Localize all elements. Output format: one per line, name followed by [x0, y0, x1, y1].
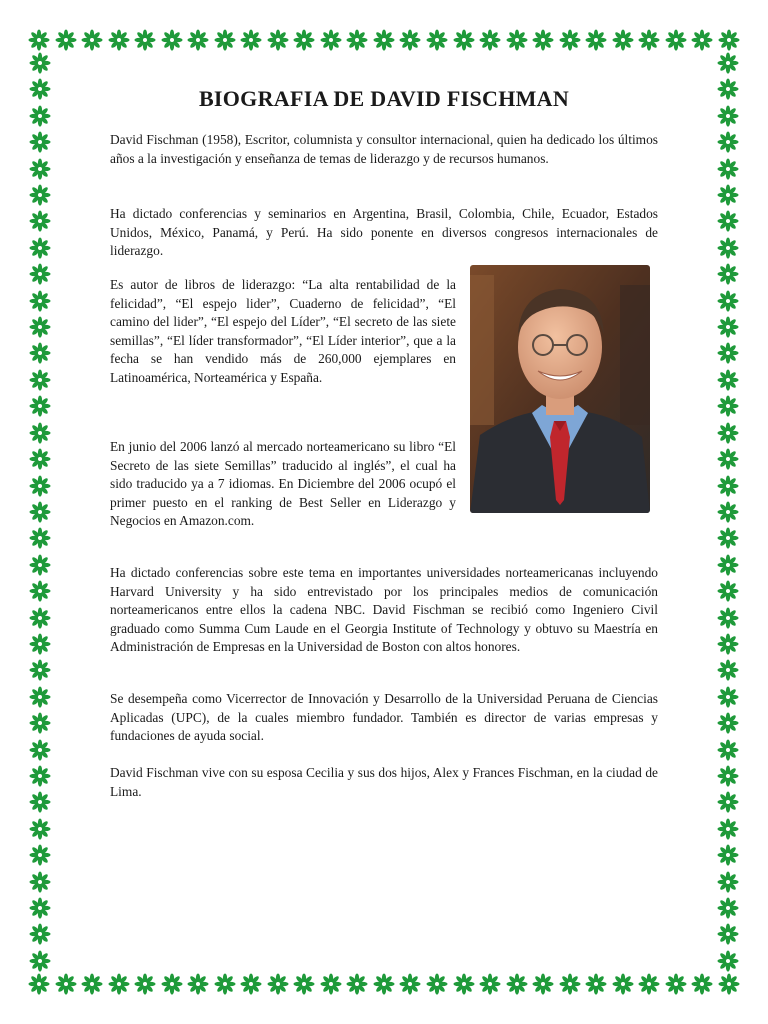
border-flower-icon [665, 973, 687, 995]
border-flower-icon [29, 923, 51, 945]
border-flower-icon [29, 52, 51, 74]
border-flower-icon [717, 158, 739, 180]
border-flower-icon [29, 527, 51, 549]
border-flower-icon [267, 29, 289, 51]
border-flower-icon [506, 29, 528, 51]
border-flower-icon [108, 29, 130, 51]
border-flower-icon [29, 448, 51, 470]
border-flower-icon [29, 131, 51, 153]
border-flower-icon [29, 263, 51, 285]
border-flower-icon [346, 973, 368, 995]
border-flower-icon [29, 554, 51, 576]
paragraph-family: David Fischman vive con su esposa Cecilia y sus dos hijos, Alex y Frances Fischman, en la ciudad de Lima. [110, 765, 658, 799]
border-flower-icon [267, 973, 289, 995]
border-flower-icon [717, 527, 739, 549]
border-flower-icon [717, 448, 739, 470]
border-left [28, 52, 52, 972]
border-flower-icon [638, 29, 660, 51]
border-flower-icon [717, 237, 739, 259]
border-flower-icon [532, 29, 554, 51]
border-flower-icon [399, 973, 421, 995]
border-flower-icon [29, 739, 51, 761]
border-flower-icon [717, 580, 739, 602]
border-flower-icon [717, 210, 739, 232]
border-flower-icon [29, 237, 51, 259]
border-flower-icon [29, 844, 51, 866]
border-flower-icon [161, 973, 183, 995]
border-flower-icon [29, 105, 51, 127]
border-flower-icon [134, 29, 156, 51]
border-flower-icon [108, 973, 130, 995]
border-flower-icon [29, 765, 51, 787]
border-flower-icon [717, 184, 739, 206]
border-flower-icon [717, 290, 739, 312]
border-flower-icon [29, 501, 51, 523]
border-flower-icon [426, 29, 448, 51]
border-flower-icon [240, 973, 262, 995]
border-flower-icon [718, 973, 740, 995]
border-flower-icon [717, 105, 739, 127]
border-flower-icon [187, 973, 209, 995]
border-flower-icon [29, 422, 51, 444]
border-flower-icon [29, 290, 51, 312]
border-flower-icon [399, 29, 421, 51]
border-flower-icon [717, 422, 739, 444]
border-flower-icon [29, 580, 51, 602]
border-flower-icon [717, 659, 739, 681]
border-flower-icon [346, 29, 368, 51]
border-right [716, 52, 740, 972]
border-flower-icon [718, 29, 740, 51]
border-flower-icon [717, 871, 739, 893]
paragraph-books: Es autor de libros de liderazgo: “La alta rentabilidad de la felicidad”, “El espejo lider”, Cuaderno de felicidad”, “El camino del lider”, “El espejo del Líder”, “El secreto de las siete semillas”, “El líder transformador”, “El Líder interior”, que a la fecha se han vendido más de 260,000 ejemplares en Latinoamérica, Norteamérica y España. [110, 277, 456, 385]
border-bottom [28, 972, 740, 996]
border-flower-icon [717, 554, 739, 576]
border-flower-icon [29, 475, 51, 497]
border-flower-icon [373, 973, 395, 995]
border-flower-icon [293, 973, 315, 995]
border-flower-icon [717, 501, 739, 523]
portrait-photo [470, 265, 650, 513]
border-flower-icon [29, 78, 51, 100]
border-flower-icon [29, 369, 51, 391]
border-flower-icon [638, 973, 660, 995]
border-flower-icon [320, 973, 342, 995]
border-flower-icon [28, 973, 50, 995]
border-flower-icon [717, 844, 739, 866]
border-flower-icon [717, 923, 739, 945]
border-flower-icon [214, 973, 236, 995]
border-flower-icon [717, 950, 739, 972]
border-flower-icon [479, 29, 501, 51]
border-flower-icon [612, 973, 634, 995]
border-flower-icon [717, 686, 739, 708]
border-flower-icon [29, 316, 51, 338]
border-flower-icon [479, 973, 501, 995]
border-flower-icon [29, 395, 51, 417]
border-flower-icon [585, 973, 607, 995]
border-flower-icon [373, 29, 395, 51]
border-flower-icon [29, 871, 51, 893]
border-flower-icon [717, 791, 739, 813]
border-flower-icon [717, 818, 739, 840]
border-flower-icon [134, 973, 156, 995]
border-flower-icon [717, 739, 739, 761]
border-flower-icon [320, 29, 342, 51]
border-flower-icon [55, 29, 77, 51]
paragraph-seven-seeds: En junio del 2006 lanzó al mercado norteamericano su libro “El Secreto de las siete Semillas” traducido al inglés”, el cual ha sido traducido ya a 7 idiomas. En Diciembre del 2006 ocupó el primer puesto en el ranking de Best Seller en Liderazgo y Negocios en Amazon.com. [110, 439, 456, 528]
border-flower-icon [717, 369, 739, 391]
border-flower-icon [187, 29, 209, 51]
border-flower-icon [28, 29, 50, 51]
border-flower-icon [717, 395, 739, 417]
border-flower-icon [240, 29, 262, 51]
paragraph-universities: Ha dictado conferencias sobre este tema en importantes universidades norteamericanas incluyendo Harvard University y ha sido entrevistado por los principales medios de comunicación norteamericanos entre ellos la cadena NBC. David Fischman se recibió como Ingeniero Civil graduado como Summa Cum Laude en el Georgia Institute of Technology y obtuvo su Maestría en Administración de Empresas en la Universidad de Boston con altos honores. [110, 565, 658, 654]
paragraph-intro: David Fischman (1958), Escritor, columnista y consultor internacional, quien ha dedicado los últimos años a la investigación y enseñanza de temas de liderazgo y de recursos humanos. [110, 132, 658, 166]
border-flower-icon [81, 29, 103, 51]
paragraph-conferences: Ha dictado conferencias y seminarios en Argentina, Brasil, Colombia, Chile, Ecuador, Estados Unidos, México, Panamá, y Perú. Ha sido ponente en diversos congresos internacionales de liderazgo. [110, 206, 658, 258]
border-flower-icon [29, 342, 51, 364]
border-flower-icon [29, 633, 51, 655]
border-flower-icon [559, 973, 581, 995]
border-flower-icon [29, 950, 51, 972]
border-flower-icon [717, 765, 739, 787]
border-flower-icon [506, 973, 528, 995]
border-flower-icon [717, 78, 739, 100]
border-flower-icon [426, 973, 448, 995]
border-flower-icon [717, 475, 739, 497]
border-top [28, 28, 740, 52]
border-flower-icon [717, 897, 739, 919]
border-flower-icon [29, 210, 51, 232]
border-flower-icon [161, 29, 183, 51]
border-flower-icon [29, 791, 51, 813]
border-flower-icon [691, 973, 713, 995]
border-flower-icon [55, 973, 77, 995]
border-flower-icon [29, 184, 51, 206]
border-flower-icon [453, 973, 475, 995]
border-flower-icon [717, 342, 739, 364]
border-flower-icon [717, 607, 739, 629]
border-flower-icon [453, 29, 475, 51]
border-flower-icon [214, 29, 236, 51]
border-flower-icon [717, 712, 739, 734]
border-flower-icon [717, 633, 739, 655]
page-title: BIOGRAFIA DE DAVID FISCHMAN [198, 86, 570, 111]
border-flower-icon [293, 29, 315, 51]
border-flower-icon [29, 818, 51, 840]
border-flower-icon [717, 263, 739, 285]
border-flower-icon [717, 131, 739, 153]
border-flower-icon [717, 52, 739, 74]
border-flower-icon [612, 29, 634, 51]
border-flower-icon [81, 973, 103, 995]
border-flower-icon [559, 29, 581, 51]
border-flower-icon [29, 712, 51, 734]
border-flower-icon [29, 686, 51, 708]
border-flower-icon [29, 659, 51, 681]
border-flower-icon [29, 158, 51, 180]
paragraph-upc: Se desempeña como Vicerrector de Innovación y Desarrollo de la Universidad Peruana de Ciencias Aplicadas (UPC), de la cuales miembro fundador. También es director de varias empresas y fundaciones de ayuda social. [110, 691, 658, 743]
border-flower-icon [29, 897, 51, 919]
border-flower-icon [585, 29, 607, 51]
border-flower-icon [691, 29, 713, 51]
border-flower-icon [29, 607, 51, 629]
border-flower-icon [717, 316, 739, 338]
border-flower-icon [532, 973, 554, 995]
border-flower-icon [665, 29, 687, 51]
